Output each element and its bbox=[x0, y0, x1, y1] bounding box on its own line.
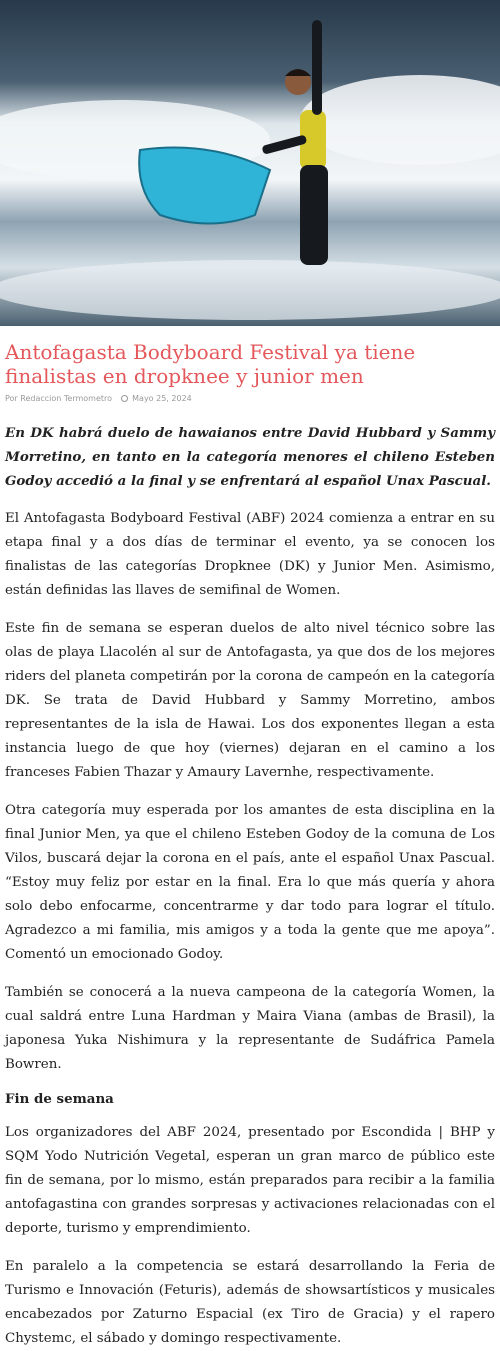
paragraph-6: En paralelo a la competencia se estará desarrollando la Feria de Turismo e Innovación (Feturis), además de showsartísticos y musicales encabezados por Zaturno Espacial (ex Tiro de Gracia) y el rapero Chystemc, el sábado y domingo respectivamente. bbox=[5, 1259, 495, 1346]
section-heading: Fin de semana bbox=[5, 1091, 114, 1107]
paragraph-3: Otra categoría muy esperada por los amantes de esta disciplina en la final Junior Men, ya que el chileno Esteben Godoy de la comuna de Los Vilos, buscará dejar la corona en el país, ante el español Unax Pascual. “Estoy muy feliz por estar en la final. Era lo que más quería y ahora solo debo enfocarme, concentrarme y dar todo para lograr el título. Agradezco a mi familia, mis amigos y a toda la gente que me apoya”. Comentó un emocionado Godoy. bbox=[5, 803, 495, 962]
article-title[interactable]: Antofagasta Bodyboard Festival ya tiene finalistas en dropknee y junior men bbox=[5, 340, 416, 388]
author-link[interactable]: Por Redaccion Termometro bbox=[5, 394, 113, 403]
surfer-photo bbox=[0, 0, 500, 326]
article bbox=[0, 340, 500, 1351]
clock-icon bbox=[121, 395, 128, 402]
hero-image bbox=[0, 0, 500, 326]
paragraph-5: Los organizadores del ABF 2024, presentado por Escondida | BHP y SQM Yodo Nutrición Vegetal, esperan un gran marco de público este fin de semana, por lo mismo, están preparados para recibir a la familia antofagastina con grandes sorpresas y activaciones relacionadas con el deporte, turismo y emprendimiento. bbox=[5, 1125, 495, 1236]
article-meta bbox=[5, 394, 495, 403]
paragraph-2: Este fin de semana se esperan duelos de alto nivel técnico sobre las olas de playa Llacolén al sur de Antofagasta, ya que dos de los mejores riders del planeta competirán por la corona de campeón en la categoría DK. Se trata de David Hubbard y Sammy Morretino, ambos representantes de la isla de Hawai. Los dos exponentes llegan a esta instancia luego de que hoy (viernes) dejaran en el camino a los franceses Fabien Thazar y Amaury Lavernhe, respectivamente. bbox=[5, 621, 495, 780]
paragraph-4: También se conocerá a la nueva campeona de la categoría Women, la cual saldrá entre Luna Hardman y Maira Viana (ambas de Brasil), la japonesa Yuka Nishimura y la representante de Sudáfrica Pamela Bowren. bbox=[5, 985, 495, 1072]
publish-date: Mayo 25, 2024 bbox=[132, 394, 192, 403]
article-lead: En DK habrá duelo de hawaianos entre David Hubbard y Sammy Morretino, en tanto en la categoría menores el chileno Esteben Godoy accedió a la final y se enfrentará al español Unax Pascual. bbox=[5, 425, 495, 489]
paragraph-1: El Antofagasta Bodyboard Festival (ABF) 2024 comienza a entrar en su etapa final y a dos días de terminar el evento, ya se conocen los finalistas de las categorías Dropknee (DK) y Junior Men. Asimismo, están definidas las llaves de semifinal de Women. bbox=[5, 511, 495, 598]
